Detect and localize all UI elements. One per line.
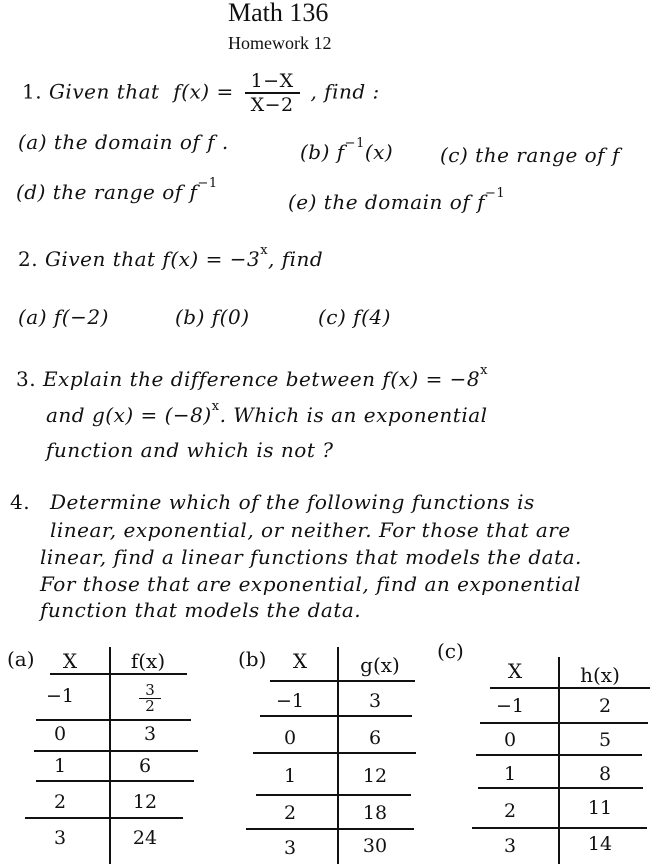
inverse-superscript: −1 [344,136,365,152]
part-label: (e) the domain of f [288,190,485,214]
cell-y [120,683,180,714]
cell-y: 5 [598,729,612,751]
inverse-superscript: −1 [197,176,218,192]
question-3-line-3: function and which is not ? [46,438,334,462]
question-text: and g(x) = (−8) [46,403,212,427]
cell-y: 3 [368,690,382,712]
column-header-y: h(x) [580,663,620,687]
row-divider [50,673,187,675]
q1-part-d [16,176,218,204]
cell-y: 12 [362,765,388,787]
row-divider [25,817,183,819]
question-4-line-5: function that models the data. [40,598,362,622]
cell-y: 18 [362,802,388,824]
exponent: x [260,243,269,259]
table-label: (b) [238,647,267,671]
question-2 [18,243,324,271]
column-header-x: X [507,659,523,683]
cell-y: 2 [598,695,612,717]
cell-y: 24 [132,827,158,849]
column-header-y: g(x) [360,653,400,677]
q1-part-e [288,186,506,214]
table-label: (c) [437,639,464,663]
cell-x: 1 [503,763,517,785]
question-tail: , find : [310,79,380,104]
question-text: . Which is an exponential [219,403,488,427]
question-1 [22,70,380,116]
question-number: 1. [22,79,43,104]
question-4-line-4: For those that are exponential, find an exponential [40,572,581,596]
exponent: x [211,399,220,415]
row-divider [472,827,647,829]
exponent: x [480,363,489,379]
row-divider [260,715,412,717]
question-number: 4. [10,490,31,514]
q2-part-b: (b) f(0) [175,305,250,329]
question-lead: Given that f(x) = −3 [44,247,261,271]
cell-y: 14 [587,833,613,855]
cell-y: 6 [368,727,382,749]
cell-x: −1 [45,685,74,707]
fraction [245,70,300,116]
fraction-numerator: 3 [139,683,161,699]
cell-x: 2 [283,802,297,824]
cell-x: 1 [283,765,297,787]
cell-y: 3 [143,723,157,745]
row-divider [478,787,643,789]
row-divider [256,794,411,796]
question-4-line-2: linear, exponential, or neither. For those that are [50,518,571,542]
q2-part-a: (a) f(−2) [18,305,109,329]
inverse-superscript: −1 [484,186,506,202]
question-4-line-1: Determine which of the following functions is [50,490,535,514]
row-divider [270,680,415,682]
q1-part-a: (a) the domain of f . [18,130,229,154]
table-b [220,635,440,864]
cell-x: −1 [275,690,304,712]
column-divider [109,647,111,864]
fraction-denominator: X−2 [250,94,294,116]
question-tail: , find [268,247,324,271]
cell-x: 2 [53,791,67,813]
row-divider [480,722,648,724]
fraction-denominator: 2 [145,697,155,715]
cell-y: 12 [132,791,158,813]
table-label: (a) [7,647,35,671]
column-header-x: X [62,649,78,673]
page-subtitle: Homework 12 [228,33,332,53]
cell-x: 0 [503,729,517,751]
row-divider [36,719,191,721]
question-3-line-2 [46,399,488,427]
question-4-line-3: linear, find a linear functions that models the data. [40,545,582,569]
question-number: 3. [16,367,37,391]
question-text: Explain the difference between f(x) = −8 [42,367,481,391]
row-divider [476,754,642,756]
cell-x: 3 [503,835,517,857]
page-title: Math 136 [228,0,329,27]
cell-y: 6 [138,755,152,777]
part-label: (d) the range of f [16,180,198,204]
row-divider [34,750,198,752]
table-a [0,635,220,864]
row-divider [253,752,416,754]
table-c [430,635,657,864]
row-divider [36,780,194,782]
cell-y: 8 [598,763,612,785]
part-tail: (x) [364,140,394,164]
q1-part-b [300,136,394,164]
cell-x: −1 [495,695,524,717]
function-lhs: f(x) = [173,79,234,104]
cell-x: 0 [53,723,67,745]
cell-x: 3 [53,827,67,849]
cell-x: 0 [283,727,297,749]
cell-x: 3 [283,837,297,859]
question-lead: Given that [48,79,160,104]
fraction-numerator: 1−X [245,70,300,94]
question-3-line-1 [16,363,489,391]
cell-y: 30 [362,835,388,857]
part-label: (b) f [300,140,345,164]
row-divider [246,828,414,830]
column-header-y: f(x) [130,649,166,673]
question-4-number [10,490,30,514]
column-header-x: X [292,649,308,673]
row-divider [490,687,650,689]
cell-x: 1 [53,755,67,777]
q1-part-c: (c) the range of f [440,143,620,167]
cell-x: 2 [503,800,517,822]
cell-y: 11 [587,797,613,819]
q2-part-c: (c) f(4) [318,305,391,329]
question-number: 2. [18,247,39,271]
